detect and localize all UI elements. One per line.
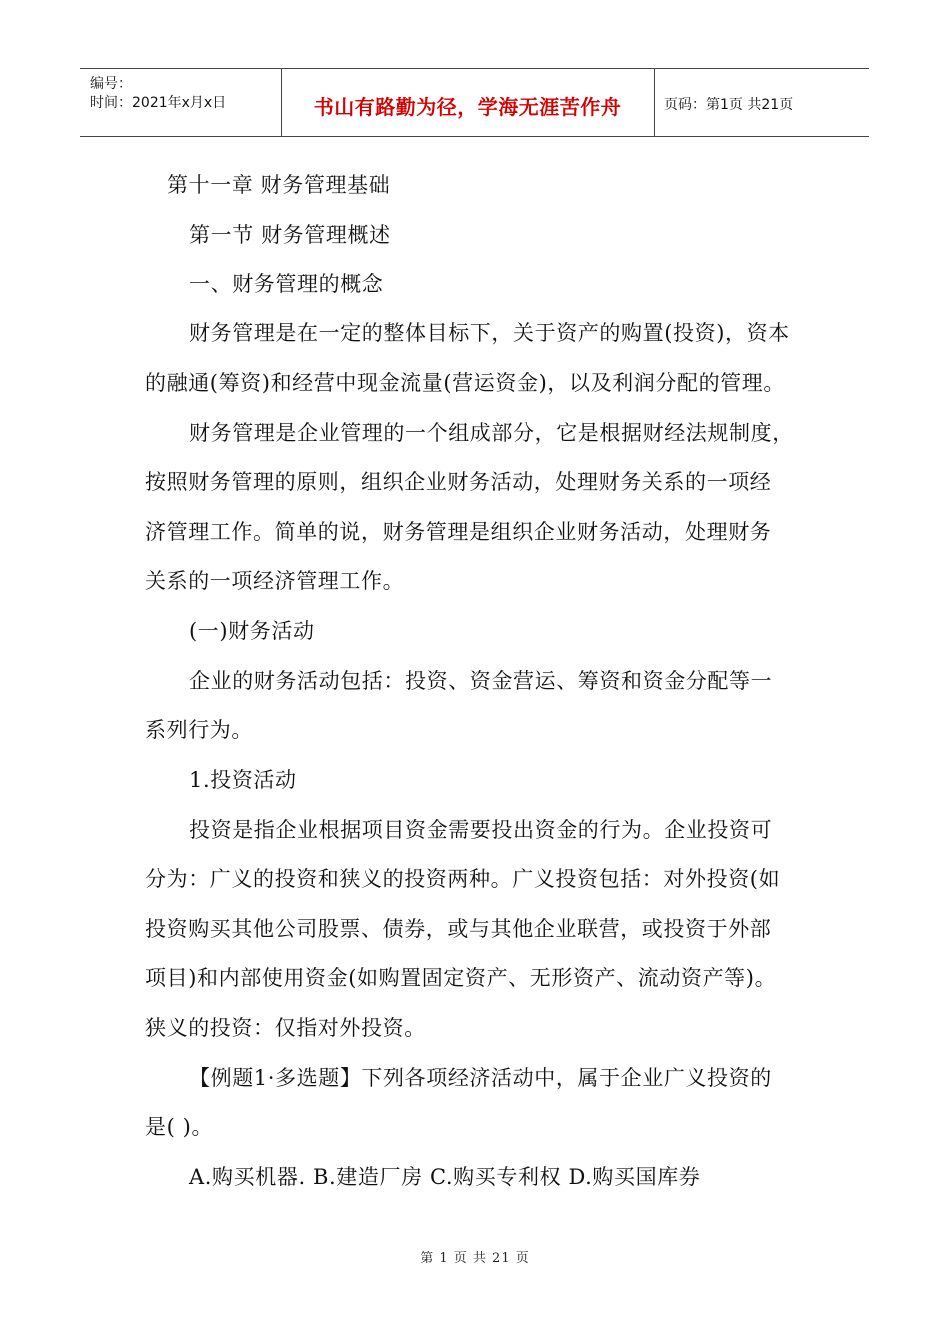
chapter-title: 第十一章 财务管理基础 bbox=[167, 173, 391, 197]
paragraph-line: 狭义的投资：仅指对外投资。 bbox=[145, 1016, 426, 1040]
paragraph-line: 按照财务管理的原则，组织企业财务活动，处理财务关系的一项经 bbox=[145, 470, 772, 494]
number-label: 编号： bbox=[90, 76, 132, 92]
heading-financial-activity: (一)财务活动 bbox=[189, 619, 315, 643]
page-footer: 第 1 页 共 21 页 bbox=[420, 1251, 530, 1266]
heading-investment-activity: 1.投资活动 bbox=[189, 768, 297, 792]
paragraph-line: 项目)和内部使用资金(如购置固定资产、无形资产、流动资产等)。 bbox=[145, 966, 777, 990]
paragraph-line: 关系的一项经济管理工作。 bbox=[145, 569, 405, 593]
header-page-info: 页码：第1页 共21页 bbox=[664, 97, 794, 113]
paragraph-line: 的融通(筹资)和经营中现金流量(营运资金)，以及利润分配的管理。 bbox=[145, 371, 785, 395]
heading-concept: 一、财务管理的概念 bbox=[189, 272, 384, 296]
header-middle-cell bbox=[281, 69, 655, 136]
date-label: 时间：2021年x月x日 bbox=[90, 95, 227, 111]
paragraph-line: 财务管理是企业管理的一个组成部分，它是根据财经法规制度， bbox=[189, 421, 794, 445]
motto: 书山有路勤为径，学海无涯苦作舟 bbox=[313, 95, 622, 119]
paragraph-line: 分为：广义的投资和狭义的投资两种。广义投资包括：对外投资(如 bbox=[145, 867, 781, 891]
paragraph-line: 系列行为。 bbox=[145, 718, 253, 742]
paragraph-line: 投资是指企业根据项目资金需要投出资金的行为。企业投资可 bbox=[189, 818, 773, 842]
paragraph-line: 财务管理是在一定的整体目标下，关于资产的购置(投资)，资本 bbox=[189, 321, 790, 345]
example-question: 【例题1·多选题】下列各项经济活动中，属于企业广义投资的 bbox=[189, 1066, 772, 1090]
example-question-cont: 是( )。 bbox=[145, 1115, 214, 1139]
answer-options: A.购买机器. B.建造厂房 C.购买专利权 D.购买国库券 bbox=[189, 1165, 701, 1189]
header-left-cell bbox=[80, 69, 282, 136]
paragraph-line: 企业的财务活动包括：投资、资金营运、筹资和资金分配等一 bbox=[189, 669, 773, 693]
section-title: 第一节 财务管理概述 bbox=[189, 223, 391, 247]
document-header bbox=[80, 68, 869, 137]
paragraph-line: 投资购买其他公司股票、债券，或与其他企业联营，或投资于外部 bbox=[145, 917, 772, 941]
paragraph-line: 济管理工作。简单的说，财务管理是组织企业财务活动，处理财务 bbox=[145, 520, 772, 544]
header-right-cell bbox=[654, 69, 869, 136]
